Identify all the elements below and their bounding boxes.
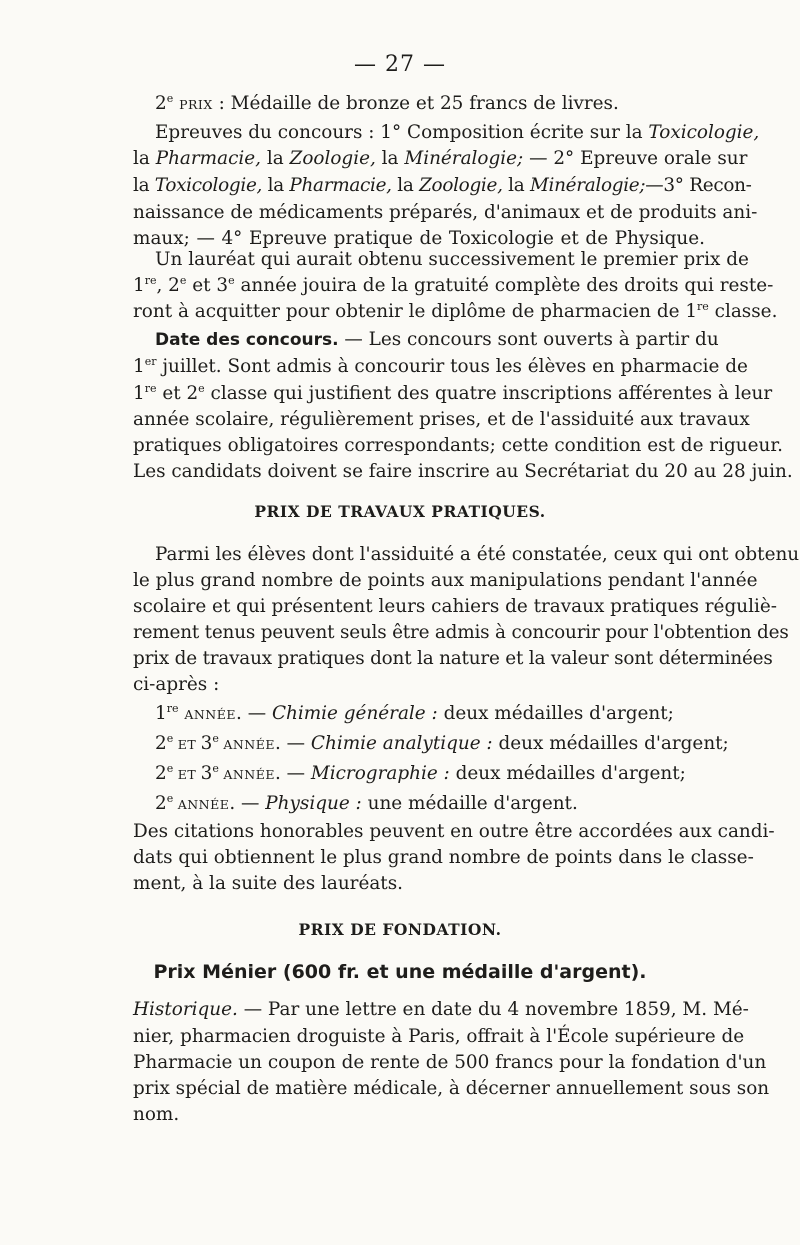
text-line: prix spécial de matière médicale, à décerner annuellement sous son xyxy=(133,1078,770,1099)
text-line: rement tenus peuvent seuls être admis à concourir pour l'obtention des xyxy=(133,622,789,643)
text-line: 2e PRIX : Médaille de bronze et 25 francs de livres. xyxy=(155,91,619,114)
text-line: nom. xyxy=(133,1104,180,1125)
text-line: pratiques obligatoires correspondants; cette condition est de rigueur. xyxy=(133,435,783,456)
text-line: 1re et 2e classe qui justifient des quatre inscriptions afférentes à leur xyxy=(133,381,773,404)
prize-item: 2e ANNÉE. — Physique : une médaille d'argent. xyxy=(155,791,578,814)
text-line: Les candidats doivent se faire inscrire au Secrétariat du 20 au 28 juin. xyxy=(133,461,793,482)
text-line: année scolaire, régulièrement prises, et de l'assiduité aux travaux xyxy=(133,409,750,430)
text-line: Un lauréat qui aurait obtenu successivement le premier prix de xyxy=(155,249,749,270)
text-line: naissance de médicaments préparés, d'animaux et de produits ani- xyxy=(133,202,758,223)
text-line: nier, pharmacien droguiste à Paris, offrait à l'École supérieure de xyxy=(133,1026,745,1047)
text-line: ci-après : xyxy=(133,674,220,695)
text-line: la Pharmacie, la Zoologie, la Minéralogie; — 2° Epreuve orale sur xyxy=(133,148,748,169)
text-line: scolaire et qui présentent leurs cahiers de travaux pratiques réguliè- xyxy=(133,596,777,617)
text-line: prix de travaux pratiques dont la nature et la valeur sont déterminées xyxy=(133,648,773,669)
prize-item: 2e ET 3e ANNÉE. — Chimie analytique : deux médailles d'argent; xyxy=(155,731,729,754)
text-line: ront à acquitter pour obtenir le diplôme de pharmacien de 1re classe. xyxy=(133,299,778,322)
text-line: Pharmacie un coupon de rente de 500 francs pour la fondation d'un xyxy=(133,1052,767,1073)
text-line: 1re, 2e et 3e année jouira de la gratuité complète des droits qui reste- xyxy=(133,273,774,296)
text-line: Des citations honorables peuvent en outre être accordées aux candi- xyxy=(133,821,775,842)
prize-item: 1re ANNÉE. — Chimie générale : deux médailles d'argent; xyxy=(155,701,674,724)
text-line: la Toxicologie, la Pharmacie, la Zoologie, la Minéralogie;—3° Recon- xyxy=(133,175,752,196)
subsection-heading: Prix Ménier (600 fr. et une médaille d'argent). xyxy=(153,961,647,983)
section-heading: PRIX DE FONDATION. xyxy=(298,920,502,939)
prize-item: 2e ET 3e ANNÉE. — Micrographie : deux médailles d'argent; xyxy=(155,761,686,784)
text-line: Historique. — Par une lettre en date du 4 novembre 1859, M. Mé- xyxy=(133,999,749,1020)
text-line: Epreuves du concours : 1° Composition écrite sur la Toxicologie, xyxy=(155,122,760,143)
text-line: le plus grand nombre de points aux manipulations pendant l'année xyxy=(133,570,758,591)
text-line: maux; — 4° Epreuve pratique de Toxicologie et de Physique. xyxy=(133,228,705,249)
text-line: dats qui obtiennent le plus grand nombre de points dans le classe- xyxy=(133,847,754,868)
text-line: 1er juillet. Sont admis à concourir tous les élèves en pharmacie de xyxy=(133,354,748,377)
page-number: — 27 — xyxy=(354,52,446,77)
section-heading: PRIX DE TRAVAUX PRATIQUES. xyxy=(254,502,546,521)
text-line: ment, à la suite des lauréats. xyxy=(133,873,403,894)
section-heading-date: Date des concours. — Les concours sont ouverts à partir du xyxy=(155,329,719,350)
text-line: Parmi les élèves dont l'assiduité a été constatée, ceux qui ont obtenu xyxy=(155,544,800,565)
